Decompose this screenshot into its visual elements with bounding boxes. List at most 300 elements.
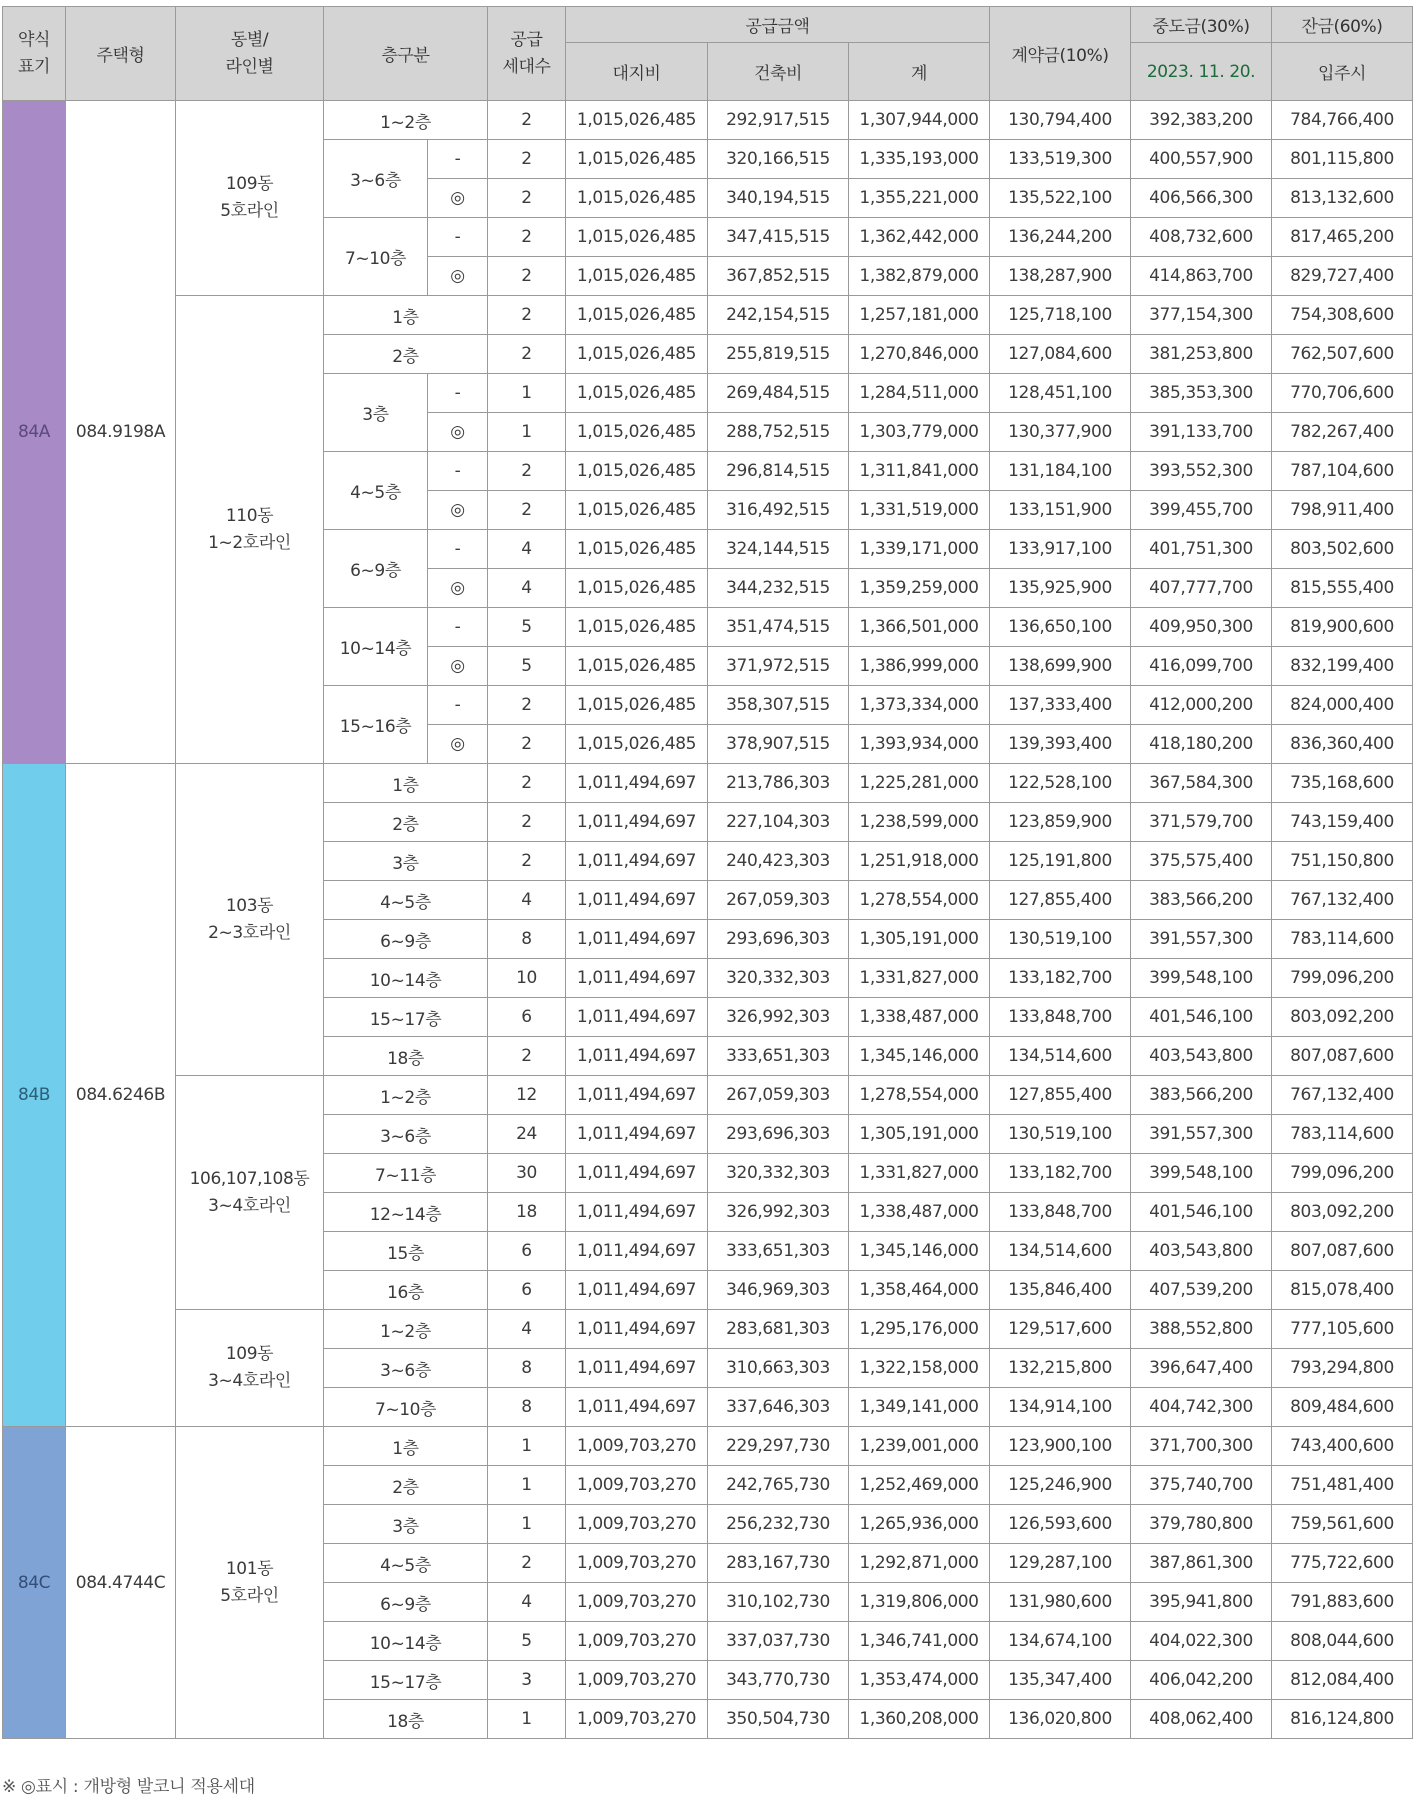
- balcony-type-cell: -: [428, 530, 488, 569]
- floor-cell: 4~5층: [324, 881, 488, 920]
- building-cost-cell: 292,917,515: [708, 101, 849, 140]
- floor-cell: 4~5층: [324, 1544, 488, 1583]
- units-cell: 5: [488, 608, 566, 647]
- deposit-cell: 136,244,200: [990, 218, 1131, 257]
- total-cell: 1,257,181,000: [849, 296, 990, 335]
- floor-cell: 2층: [324, 335, 488, 374]
- middle-payment-cell: 408,062,400: [1131, 1700, 1272, 1739]
- units-cell: 2: [488, 725, 566, 764]
- middle-payment-cell: 409,950,300: [1131, 608, 1272, 647]
- land-cost-cell: 1,009,703,270: [566, 1544, 708, 1583]
- header-floor: 층구분: [324, 7, 488, 101]
- land-cost-cell: 1,009,703,270: [566, 1427, 708, 1466]
- balcony-type-cell: ◎: [428, 725, 488, 764]
- units-cell: 18: [488, 1193, 566, 1232]
- deposit-cell: 131,980,600: [990, 1583, 1131, 1622]
- balcony-type-cell: ◎: [428, 257, 488, 296]
- balance-cell: 824,000,400: [1272, 686, 1413, 725]
- balance-cell: 803,092,200: [1272, 1193, 1413, 1232]
- floor-cell: 3~6층: [324, 140, 428, 218]
- total-cell: 1,353,474,000: [849, 1661, 990, 1700]
- land-cost-cell: 1,015,026,485: [566, 491, 708, 530]
- units-cell: 2: [488, 1037, 566, 1076]
- building-cost-cell: 283,681,303: [708, 1310, 849, 1349]
- header-total: 계: [849, 43, 990, 101]
- units-cell: 2: [488, 257, 566, 296]
- land-cost-cell: 1,011,494,697: [566, 803, 708, 842]
- units-cell: 1: [488, 1700, 566, 1739]
- balcony-type-cell: ◎: [428, 413, 488, 452]
- header-abbr: 약식 표기: [3, 7, 66, 101]
- building-cost-cell: 343,770,730: [708, 1661, 849, 1700]
- units-cell: 2: [488, 764, 566, 803]
- land-cost-cell: 1,015,026,485: [566, 140, 708, 179]
- total-cell: 1,360,208,000: [849, 1700, 990, 1739]
- footnote: ※ ◎표시 : 개방형 발코니 적용세대: [2, 1777, 255, 1797]
- total-cell: 1,303,779,000: [849, 413, 990, 452]
- table-header: [3, 7, 1413, 101]
- balance-cell: 775,722,600: [1272, 1544, 1413, 1583]
- land-cost-cell: 1,011,494,697: [566, 842, 708, 881]
- deposit-cell: 130,377,900: [990, 413, 1131, 452]
- building-cost-cell: 371,972,515: [708, 647, 849, 686]
- land-cost-cell: 1,011,494,697: [566, 1193, 708, 1232]
- units-cell: 2: [488, 842, 566, 881]
- header-land-cost: 대지비: [566, 43, 708, 101]
- header-dong-line: 동별/ 라인별: [176, 7, 324, 101]
- building-cost-cell: 340,194,515: [708, 179, 849, 218]
- balance-cell: 799,096,200: [1272, 1154, 1413, 1193]
- total-cell: 1,292,871,000: [849, 1544, 990, 1583]
- units-cell: 24: [488, 1115, 566, 1154]
- units-cell: 2: [488, 140, 566, 179]
- balance-cell: 784,766,400: [1272, 101, 1413, 140]
- building-cost-cell: 324,144,515: [708, 530, 849, 569]
- floor-cell: 3~6층: [324, 1115, 488, 1154]
- middle-payment-cell: 406,566,300: [1131, 179, 1272, 218]
- total-cell: 1,338,487,000: [849, 1193, 990, 1232]
- middle-payment-cell: 371,579,700: [1131, 803, 1272, 842]
- units-cell: 2: [488, 218, 566, 257]
- total-cell: 1,278,554,000: [849, 1076, 990, 1115]
- units-cell: 5: [488, 647, 566, 686]
- dong-line-text: 109동: [225, 1344, 274, 1364]
- balance-cell: 829,727,400: [1272, 257, 1413, 296]
- units-cell: 5: [488, 1622, 566, 1661]
- units-cell: 2: [488, 179, 566, 218]
- balance-cell: 751,150,800: [1272, 842, 1413, 881]
- deposit-cell: 130,519,100: [990, 920, 1131, 959]
- floor-cell: 3층: [324, 374, 428, 452]
- floor-cell: 1~2층: [324, 1076, 488, 1115]
- building-cost-cell: 213,786,303: [708, 764, 849, 803]
- total-cell: 1,339,171,000: [849, 530, 990, 569]
- balance-cell: 783,114,600: [1272, 920, 1413, 959]
- total-cell: 1,366,501,000: [849, 608, 990, 647]
- total-cell: 1,251,918,000: [849, 842, 990, 881]
- units-cell: 2: [488, 296, 566, 335]
- units-cell: 30: [488, 1154, 566, 1193]
- balance-cell: 783,114,600: [1272, 1115, 1413, 1154]
- land-cost-cell: 1,015,026,485: [566, 296, 708, 335]
- type-abbr-cell: 84C: [3, 1427, 66, 1739]
- land-cost-cell: 1,011,494,697: [566, 764, 708, 803]
- dong-line-text: 101동: [225, 1558, 274, 1579]
- deposit-cell: 123,859,900: [990, 803, 1131, 842]
- total-cell: 1,311,841,000: [849, 452, 990, 491]
- units-cell: 1: [488, 413, 566, 452]
- building-cost-cell: 240,423,303: [708, 842, 849, 881]
- deposit-cell: 133,848,700: [990, 1193, 1131, 1232]
- building-cost-cell: 350,504,730: [708, 1700, 849, 1739]
- middle-payment-cell: 403,543,800: [1131, 1232, 1272, 1271]
- building-cost-cell: 326,992,303: [708, 1193, 849, 1232]
- floor-cell: 3층: [324, 842, 488, 881]
- header-supply-amount: 공급금액: [566, 7, 990, 43]
- building-cost-cell: 310,102,730: [708, 1583, 849, 1622]
- units-cell: 1: [488, 374, 566, 413]
- middle-payment-cell: 395,941,800: [1131, 1583, 1272, 1622]
- middle-payment-cell: 392,383,200: [1131, 101, 1272, 140]
- table-body: [3, 101, 1413, 1739]
- balance-cell: 819,900,600: [1272, 608, 1413, 647]
- building-cost-cell: 227,104,303: [708, 803, 849, 842]
- middle-payment-cell: 407,539,200: [1131, 1271, 1272, 1310]
- middle-payment-cell: 404,742,300: [1131, 1388, 1272, 1427]
- middle-payment-cell: 408,732,600: [1131, 218, 1272, 257]
- dong-line-text: 110동: [225, 505, 274, 526]
- building-cost-cell: 320,332,303: [708, 959, 849, 998]
- building-cost-cell: 351,474,515: [708, 608, 849, 647]
- table-row: [3, 101, 1413, 140]
- total-cell: 1,284,511,000: [849, 374, 990, 413]
- land-cost-cell: 1,015,026,485: [566, 686, 708, 725]
- deposit-cell: 126,593,600: [990, 1505, 1131, 1544]
- floor-cell: 12~14층: [324, 1193, 488, 1232]
- middle-payment-cell: 383,566,200: [1131, 1076, 1272, 1115]
- balance-cell: 770,706,600: [1272, 374, 1413, 413]
- balance-cell: 799,096,200: [1272, 959, 1413, 998]
- total-cell: 1,322,158,000: [849, 1349, 990, 1388]
- total-cell: 1,355,221,000: [849, 179, 990, 218]
- middle-payment-cell: 387,861,300: [1131, 1544, 1272, 1583]
- deposit-cell: 136,650,100: [990, 608, 1131, 647]
- total-cell: 1,307,944,000: [849, 101, 990, 140]
- deposit-cell: 125,191,800: [990, 842, 1131, 881]
- middle-payment-cell: 385,353,300: [1131, 374, 1272, 413]
- units-cell: 4: [488, 530, 566, 569]
- building-cost-cell: 288,752,515: [708, 413, 849, 452]
- balance-cell: 791,883,600: [1272, 1583, 1413, 1622]
- land-cost-cell: 1,009,703,270: [566, 1466, 708, 1505]
- balance-cell: 836,360,400: [1272, 725, 1413, 764]
- middle-payment-cell: 399,548,100: [1131, 1154, 1272, 1193]
- balance-cell: 803,092,200: [1272, 998, 1413, 1037]
- units-cell: 2: [488, 101, 566, 140]
- land-cost-cell: 1,011,494,697: [566, 1310, 708, 1349]
- floor-cell: 6~9층: [324, 920, 488, 959]
- deposit-cell: 130,794,400: [990, 101, 1131, 140]
- building-cost-cell: 242,765,730: [708, 1466, 849, 1505]
- deposit-cell: 131,184,100: [990, 452, 1131, 491]
- total-cell: 1,225,281,000: [849, 764, 990, 803]
- land-cost-cell: 1,015,026,485: [566, 179, 708, 218]
- units-cell: 4: [488, 1583, 566, 1622]
- building-cost-cell: 267,059,303: [708, 881, 849, 920]
- land-cost-cell: 1,011,494,697: [566, 1232, 708, 1271]
- dong-line-cell: [176, 1076, 324, 1310]
- balance-cell: 735,168,600: [1272, 764, 1413, 803]
- dong-line-cell: [176, 296, 324, 764]
- total-cell: 1,295,176,000: [849, 1310, 990, 1349]
- floor-cell: 15~17층: [324, 1661, 488, 1700]
- floor-cell: 15~17층: [324, 998, 488, 1037]
- balance-cell: 807,087,600: [1272, 1232, 1413, 1271]
- balance-cell: 787,104,600: [1272, 452, 1413, 491]
- land-cost-cell: 1,015,026,485: [566, 413, 708, 452]
- balance-cell: 777,105,600: [1272, 1310, 1413, 1349]
- deposit-cell: 128,451,100: [990, 374, 1131, 413]
- deposit-cell: 134,674,100: [990, 1622, 1131, 1661]
- land-cost-cell: 1,011,494,697: [566, 1154, 708, 1193]
- units-cell: 8: [488, 1349, 566, 1388]
- middle-payment-cell: 403,543,800: [1131, 1037, 1272, 1076]
- balance-cell: 754,308,600: [1272, 296, 1413, 335]
- floor-cell: 1층: [324, 764, 488, 803]
- building-cost-cell: 293,696,303: [708, 920, 849, 959]
- deposit-cell: 133,151,900: [990, 491, 1131, 530]
- building-cost-cell: 242,154,515: [708, 296, 849, 335]
- floor-cell: 3층: [324, 1505, 488, 1544]
- land-cost-cell: 1,011,494,697: [566, 1271, 708, 1310]
- middle-payment-cell: 407,777,700: [1131, 569, 1272, 608]
- land-cost-cell: 1,015,026,485: [566, 725, 708, 764]
- units-cell: 8: [488, 920, 566, 959]
- balance-cell: 767,132,400: [1272, 881, 1413, 920]
- dong-line-text: 3~4호라인: [208, 1195, 291, 1216]
- total-cell: 1,252,469,000: [849, 1466, 990, 1505]
- middle-payment-cell: 375,575,400: [1131, 842, 1272, 881]
- table-row: [3, 1310, 1413, 1349]
- balcony-type-cell: ◎: [428, 569, 488, 608]
- floor-cell: 7~11층: [324, 1154, 488, 1193]
- balance-cell: 807,087,600: [1272, 1037, 1413, 1076]
- dong-line-text: 5호라인: [220, 1585, 279, 1606]
- building-cost-cell: 316,492,515: [708, 491, 849, 530]
- deposit-cell: 129,287,100: [990, 1544, 1131, 1583]
- type-abbr-cell: 84B: [3, 764, 66, 1427]
- header-balance-when: 입주시: [1272, 43, 1413, 101]
- building-cost-cell: 333,651,303: [708, 1232, 849, 1271]
- total-cell: 1,362,442,000: [849, 218, 990, 257]
- deposit-cell: 136,020,800: [990, 1700, 1131, 1739]
- dong-line-text: 5호라인: [220, 201, 279, 221]
- deposit-cell: 123,900,100: [990, 1427, 1131, 1466]
- balance-cell: 815,555,400: [1272, 569, 1413, 608]
- middle-payment-cell: 401,546,100: [1131, 998, 1272, 1037]
- balcony-type-cell: -: [428, 374, 488, 413]
- middle-payment-cell: 406,042,200: [1131, 1661, 1272, 1700]
- floor-cell: 15층: [324, 1232, 488, 1271]
- header-middle-date: 2023. 11. 20.: [1131, 43, 1272, 101]
- land-cost-cell: 1,011,494,697: [566, 920, 708, 959]
- balance-cell: 782,267,400: [1272, 413, 1413, 452]
- building-cost-cell: 255,819,515: [708, 335, 849, 374]
- building-cost-cell: 337,037,730: [708, 1622, 849, 1661]
- total-cell: 1,345,146,000: [849, 1232, 990, 1271]
- middle-payment-cell: 412,000,200: [1131, 686, 1272, 725]
- middle-payment-cell: 418,180,200: [1131, 725, 1272, 764]
- units-cell: 1: [488, 1427, 566, 1466]
- middle-payment-cell: 381,253,800: [1131, 335, 1272, 374]
- total-cell: 1,331,519,000: [849, 491, 990, 530]
- units-cell: 6: [488, 998, 566, 1037]
- total-cell: 1,346,741,000: [849, 1622, 990, 1661]
- balcony-type-cell: -: [428, 140, 488, 179]
- building-cost-cell: 344,232,515: [708, 569, 849, 608]
- building-cost-cell: 296,814,515: [708, 452, 849, 491]
- middle-payment-cell: 375,740,700: [1131, 1466, 1272, 1505]
- building-cost-cell: 347,415,515: [708, 218, 849, 257]
- total-cell: 1,338,487,000: [849, 998, 990, 1037]
- deposit-cell: 133,182,700: [990, 1154, 1131, 1193]
- total-cell: 1,335,193,000: [849, 140, 990, 179]
- balance-cell: 793,294,800: [1272, 1349, 1413, 1388]
- balcony-type-cell: -: [428, 218, 488, 257]
- balcony-type-cell: -: [428, 452, 488, 491]
- balance-cell: 743,159,400: [1272, 803, 1413, 842]
- land-cost-cell: 1,015,026,485: [566, 452, 708, 491]
- header-units: 공급 세대수: [488, 7, 566, 101]
- total-cell: 1,265,936,000: [849, 1505, 990, 1544]
- units-cell: 2: [488, 335, 566, 374]
- balance-cell: 759,561,600: [1272, 1505, 1413, 1544]
- middle-payment-cell: 401,751,300: [1131, 530, 1272, 569]
- units-cell: 2: [488, 686, 566, 725]
- floor-cell: 4~5층: [324, 452, 428, 530]
- building-cost-cell: 320,332,303: [708, 1154, 849, 1193]
- land-cost-cell: 1,015,026,485: [566, 647, 708, 686]
- dong-line-text: 109동: [225, 174, 274, 194]
- land-cost-cell: 1,011,494,697: [566, 1115, 708, 1154]
- total-cell: 1,358,464,000: [849, 1271, 990, 1310]
- table-row: [3, 1427, 1413, 1466]
- balance-cell: 751,481,400: [1272, 1466, 1413, 1505]
- building-cost-cell: 367,852,515: [708, 257, 849, 296]
- total-cell: 1,331,827,000: [849, 959, 990, 998]
- table-row: [3, 1076, 1413, 1115]
- floor-cell: 1~2층: [324, 101, 488, 140]
- balcony-type-cell: -: [428, 686, 488, 725]
- dong-line-text: 1~2호라인: [208, 532, 291, 553]
- land-cost-cell: 1,011,494,697: [566, 1076, 708, 1115]
- total-cell: 1,382,879,000: [849, 257, 990, 296]
- balance-cell: 798,911,400: [1272, 491, 1413, 530]
- floor-cell: 15~16층: [324, 686, 428, 764]
- floor-cell: 1층: [324, 1427, 488, 1466]
- land-cost-cell: 1,011,494,697: [566, 998, 708, 1037]
- deposit-cell: 137,333,400: [990, 686, 1131, 725]
- floor-cell: 10~14층: [324, 608, 428, 686]
- dong-line-cell: [176, 101, 324, 296]
- header-middle-payment: 중도금(30%): [1131, 7, 1272, 43]
- dong-line-text: 3~4호라인: [208, 1371, 291, 1391]
- building-cost-cell: 269,484,515: [708, 374, 849, 413]
- land-cost-cell: 1,015,026,485: [566, 218, 708, 257]
- total-cell: 1,305,191,000: [849, 1115, 990, 1154]
- supply-price-table: [2, 6, 1413, 1739]
- deposit-cell: 127,855,400: [990, 1076, 1131, 1115]
- units-cell: 12: [488, 1076, 566, 1115]
- units-cell: 10: [488, 959, 566, 998]
- total-cell: 1,373,334,000: [849, 686, 990, 725]
- building-cost-cell: 358,307,515: [708, 686, 849, 725]
- deposit-cell: 132,215,800: [990, 1349, 1131, 1388]
- total-cell: 1,386,999,000: [849, 647, 990, 686]
- units-cell: 2: [488, 1544, 566, 1583]
- total-cell: 1,349,141,000: [849, 1388, 990, 1427]
- units-cell: 4: [488, 1310, 566, 1349]
- house-type-cell: 084.6246B: [66, 764, 176, 1427]
- total-cell: 1,239,001,000: [849, 1427, 990, 1466]
- floor-cell: 10~14층: [324, 959, 488, 998]
- balance-cell: 801,115,800: [1272, 140, 1413, 179]
- total-cell: 1,393,934,000: [849, 725, 990, 764]
- deposit-cell: 139,393,400: [990, 725, 1131, 764]
- balance-cell: 813,132,600: [1272, 179, 1413, 218]
- building-cost-cell: 283,167,730: [708, 1544, 849, 1583]
- dong-line-text: 106,107,108동: [189, 1168, 310, 1189]
- deposit-cell: 135,925,900: [990, 569, 1131, 608]
- deposit-cell: 135,347,400: [990, 1661, 1131, 1700]
- dong-line-text: 103동: [225, 895, 274, 916]
- floor-cell: 7~10층: [324, 1388, 488, 1427]
- units-cell: 2: [488, 803, 566, 842]
- deposit-cell: 134,514,600: [990, 1037, 1131, 1076]
- building-cost-cell: 337,646,303: [708, 1388, 849, 1427]
- land-cost-cell: 1,015,026,485: [566, 569, 708, 608]
- floor-cell: 2층: [324, 803, 488, 842]
- units-cell: 3: [488, 1661, 566, 1700]
- building-cost-cell: 320,166,515: [708, 140, 849, 179]
- floor-cell: 16층: [324, 1271, 488, 1310]
- total-cell: 1,319,806,000: [849, 1583, 990, 1622]
- type-abbr-cell: 84A: [3, 101, 66, 764]
- land-cost-cell: 1,009,703,270: [566, 1505, 708, 1544]
- building-cost-cell: 346,969,303: [708, 1271, 849, 1310]
- middle-payment-cell: 388,552,800: [1131, 1310, 1272, 1349]
- middle-payment-cell: 367,584,300: [1131, 764, 1272, 803]
- deposit-cell: 138,287,900: [990, 257, 1131, 296]
- deposit-cell: 138,699,900: [990, 647, 1131, 686]
- floor-cell: 10~14층: [324, 1622, 488, 1661]
- balance-cell: 803,502,600: [1272, 530, 1413, 569]
- deposit-cell: 125,718,100: [990, 296, 1131, 335]
- land-cost-cell: 1,009,703,270: [566, 1622, 708, 1661]
- middle-payment-cell: 400,557,900: [1131, 140, 1272, 179]
- deposit-cell: 133,182,700: [990, 959, 1131, 998]
- table-row: [3, 296, 1413, 335]
- units-cell: 6: [488, 1271, 566, 1310]
- balance-cell: 743,400,600: [1272, 1427, 1413, 1466]
- floor-cell: 18층: [324, 1037, 488, 1076]
- deposit-cell: 135,522,100: [990, 179, 1131, 218]
- middle-payment-cell: 383,566,200: [1131, 881, 1272, 920]
- floor-cell: 6~9층: [324, 1583, 488, 1622]
- building-cost-cell: 310,663,303: [708, 1349, 849, 1388]
- building-cost-cell: 378,907,515: [708, 725, 849, 764]
- total-cell: 1,278,554,000: [849, 881, 990, 920]
